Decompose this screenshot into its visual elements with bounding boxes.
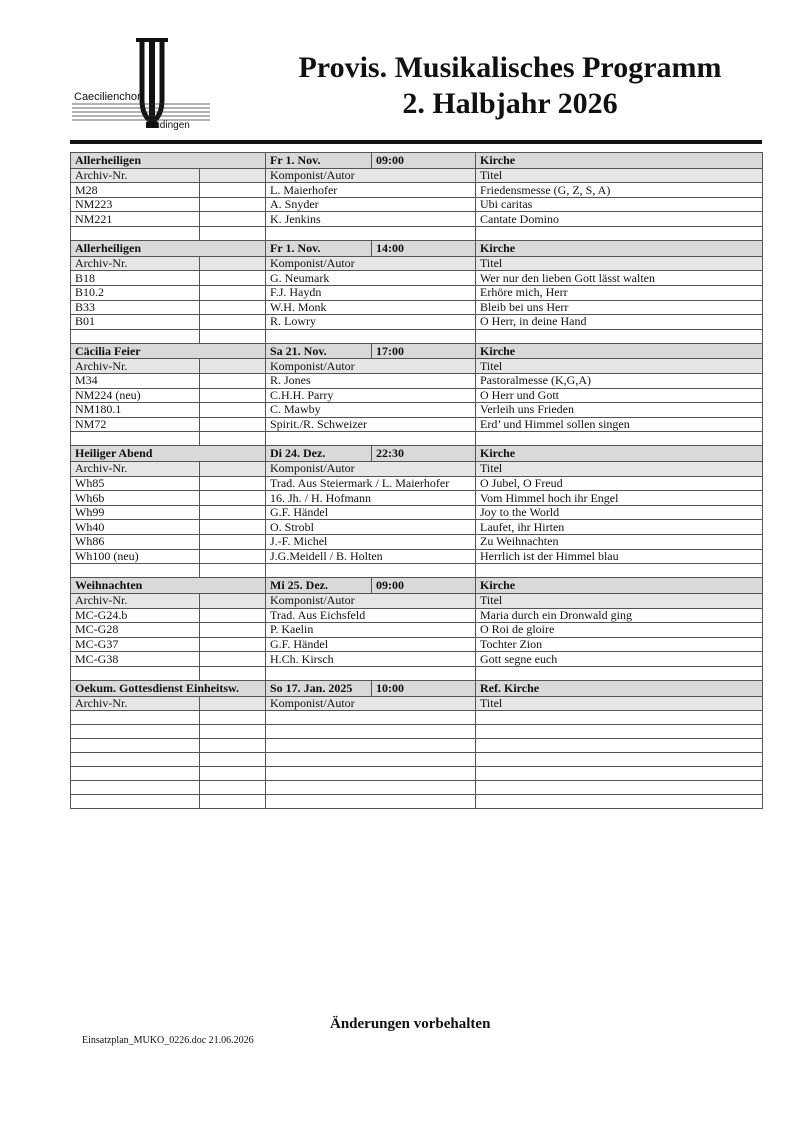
archiv-nr: M34 xyxy=(71,374,200,389)
empty-cell xyxy=(71,753,200,767)
column-header-row xyxy=(71,359,763,374)
empty-cell xyxy=(200,432,266,446)
program-table xyxy=(70,152,763,809)
program-item-row xyxy=(71,637,763,652)
komponist: G.F. Händel xyxy=(266,505,476,520)
program-item-row xyxy=(71,491,763,506)
column-header-row xyxy=(71,593,763,608)
titel: Zu Weihnachten xyxy=(476,535,763,550)
archiv-nr: Wh99 xyxy=(71,505,200,520)
empty-cell xyxy=(200,564,266,578)
event-header-row xyxy=(71,153,763,169)
empty-cell xyxy=(200,227,266,241)
titel: O Herr und Gott xyxy=(476,388,763,403)
empty-cell xyxy=(200,183,266,198)
titel: Bleib bei uns Herr xyxy=(476,300,763,315)
titel: Tochter Zion xyxy=(476,637,763,652)
event-date: Mi 25. Dez. xyxy=(266,578,372,594)
empty-cell xyxy=(200,637,266,652)
empty-cell xyxy=(71,781,200,795)
archiv-nr: Wh40 xyxy=(71,520,200,535)
komponist: R. Lowry xyxy=(266,315,476,330)
titel: Maria durch ein Dronwald ging xyxy=(476,608,763,623)
empty-row xyxy=(71,227,763,241)
event-header-row xyxy=(71,241,763,257)
empty-cell xyxy=(200,315,266,330)
titel-header: Titel xyxy=(476,462,763,477)
empty-cell xyxy=(71,564,200,578)
archiv-nr: NM72 xyxy=(71,417,200,432)
titel: Erhöre mich, Herr xyxy=(476,285,763,300)
titel: Friedensmesse (G, Z, S, A) xyxy=(476,183,763,198)
lyre-logo-icon xyxy=(72,38,217,135)
empty-cell xyxy=(71,432,200,446)
titel: Pastoralmesse (K,G,A) xyxy=(476,374,763,389)
empty-cell xyxy=(266,432,476,446)
komponist: K. Jenkins xyxy=(266,212,476,227)
empty-cell xyxy=(266,666,476,680)
page-title-line1: Provis. Musikalisches Programm xyxy=(298,51,722,84)
event-name: Oekum. Gottesdienst Einheitsw. xyxy=(71,680,266,696)
empty-cell xyxy=(200,491,266,506)
komponist: H.Ch. Kirsch xyxy=(266,652,476,667)
titel: Erd’ und Himmel sollen singen xyxy=(476,417,763,432)
komponist: L. Maierhofer xyxy=(266,183,476,198)
page-title-line2: 2. Halbjahr 2026 xyxy=(402,87,618,120)
program-item-row xyxy=(71,403,763,418)
archiv-nr: B10.2 xyxy=(71,285,200,300)
program-item-row xyxy=(71,388,763,403)
archiv-nr: NM223 xyxy=(71,197,200,212)
empty-cell xyxy=(476,781,763,795)
program-item-row xyxy=(71,652,763,667)
program-item-row xyxy=(71,623,763,638)
event-time: 10:00 xyxy=(372,680,476,696)
titel: O Herr, in deine Hand xyxy=(476,315,763,330)
empty-cell xyxy=(266,781,476,795)
titel-header: Titel xyxy=(476,359,763,374)
empty-cell xyxy=(200,374,266,389)
program-item-row xyxy=(71,549,763,564)
empty-cell xyxy=(200,256,266,271)
empty-row xyxy=(71,795,763,809)
titel: Wer nur den lieben Gott lässt walten xyxy=(476,271,763,286)
empty-cell xyxy=(200,212,266,227)
event-time: 17:00 xyxy=(372,343,476,359)
event-header-row xyxy=(71,446,763,462)
event-time: 14:00 xyxy=(372,241,476,257)
column-header-row xyxy=(71,168,763,183)
empty-cell xyxy=(200,767,266,781)
archiv-nr: Wh85 xyxy=(71,476,200,491)
titel-header: Titel xyxy=(476,593,763,608)
empty-cell xyxy=(71,711,200,725)
event-time: 09:00 xyxy=(372,578,476,594)
archiv-nr: Wh6b xyxy=(71,491,200,506)
archiv-nr: B01 xyxy=(71,315,200,330)
archiv-nr: MC-G38 xyxy=(71,652,200,667)
komponist: C. Mawby xyxy=(266,403,476,418)
archiv-header: Archiv-Nr. xyxy=(71,359,200,374)
event-header-row xyxy=(71,343,763,359)
empty-cell xyxy=(200,197,266,212)
empty-cell xyxy=(71,767,200,781)
empty-cell xyxy=(266,227,476,241)
komponist-header: Komponist/Autor xyxy=(266,256,476,271)
archiv-header: Archiv-Nr. xyxy=(71,256,200,271)
archiv-nr: Wh100 (neu) xyxy=(71,549,200,564)
titel-header: Titel xyxy=(476,256,763,271)
komponist: C.H.H. Parry xyxy=(266,388,476,403)
komponist: G.F. Händel xyxy=(266,637,476,652)
empty-cell xyxy=(476,227,763,241)
program-item-row xyxy=(71,212,763,227)
program-item-row xyxy=(71,183,763,198)
empty-cell xyxy=(200,359,266,374)
event-place: Kirche xyxy=(476,446,763,462)
empty-cell xyxy=(71,795,200,809)
logo-place-name: Düdingen xyxy=(147,120,190,131)
empty-cell xyxy=(200,781,266,795)
komponist-header: Komponist/Autor xyxy=(266,462,476,477)
empty-cell xyxy=(200,666,266,680)
titel-header: Titel xyxy=(476,696,763,711)
empty-cell xyxy=(266,711,476,725)
empty-cell xyxy=(476,795,763,809)
program-item-row xyxy=(71,476,763,491)
komponist: Trad. Aus Eichsfeld xyxy=(266,608,476,623)
archiv-header: Archiv-Nr. xyxy=(71,593,200,608)
empty-cell xyxy=(476,739,763,753)
empty-cell xyxy=(266,725,476,739)
empty-cell xyxy=(200,652,266,667)
empty-cell xyxy=(200,608,266,623)
empty-cell xyxy=(476,564,763,578)
empty-row xyxy=(71,666,763,680)
titel: Verleih uns Frieden xyxy=(476,403,763,418)
changes-reserved-note: Änderungen vorbehalten xyxy=(330,1016,491,1032)
komponist-header: Komponist/Autor xyxy=(266,593,476,608)
event-header-row xyxy=(71,578,763,594)
komponist: Trad. Aus Steiermark / L. Maierhofer xyxy=(266,476,476,491)
empty-cell xyxy=(200,623,266,638)
empty-cell xyxy=(266,329,476,343)
empty-cell xyxy=(200,696,266,711)
program-item-row xyxy=(71,608,763,623)
column-header-row xyxy=(71,696,763,711)
program-item-row xyxy=(71,505,763,520)
empty-cell xyxy=(71,725,200,739)
titel: Vom Himmel hoch ihr Engel xyxy=(476,491,763,506)
event-date: Sa 21. Nov. xyxy=(266,343,372,359)
column-header-row xyxy=(71,462,763,477)
archiv-nr: NM180.1 xyxy=(71,403,200,418)
empty-cell xyxy=(476,711,763,725)
empty-cell xyxy=(266,753,476,767)
choir-logo xyxy=(72,38,217,135)
empty-cell xyxy=(200,285,266,300)
empty-cell xyxy=(200,168,266,183)
titel: O Roi de gloire xyxy=(476,623,763,638)
titel-header: Titel xyxy=(476,168,763,183)
titel: Gott segne euch xyxy=(476,652,763,667)
program-item-row xyxy=(71,271,763,286)
archiv-nr: B18 xyxy=(71,271,200,286)
event-place: Kirche xyxy=(476,578,763,594)
komponist: J.-F. Michel xyxy=(266,535,476,550)
empty-cell xyxy=(200,593,266,608)
archiv-header: Archiv-Nr. xyxy=(71,168,200,183)
program-item-row xyxy=(71,300,763,315)
empty-cell xyxy=(200,711,266,725)
empty-row xyxy=(71,767,763,781)
archiv-header: Archiv-Nr. xyxy=(71,462,200,477)
empty-cell xyxy=(266,564,476,578)
event-date: Di 24. Dez. xyxy=(266,446,372,462)
archiv-nr: MC-G28 xyxy=(71,623,200,638)
empty-cell xyxy=(200,549,266,564)
empty-cell xyxy=(200,388,266,403)
program-item-row xyxy=(71,520,763,535)
archiv-nr: MC-G24.b xyxy=(71,608,200,623)
archiv-nr: NM224 (neu) xyxy=(71,388,200,403)
event-place: Kirche xyxy=(476,153,763,169)
komponist-header: Komponist/Autor xyxy=(266,359,476,374)
empty-row xyxy=(71,753,763,767)
komponist-header: Komponist/Autor xyxy=(266,168,476,183)
empty-cell xyxy=(200,795,266,809)
program-item-row xyxy=(71,285,763,300)
empty-cell xyxy=(200,329,266,343)
program-item-row xyxy=(71,374,763,389)
empty-row xyxy=(71,781,763,795)
event-name: Allerheiligen xyxy=(71,153,266,169)
empty-cell xyxy=(200,725,266,739)
empty-cell xyxy=(476,753,763,767)
komponist: R. Jones xyxy=(266,374,476,389)
event-date: Fr 1. Nov. xyxy=(266,153,372,169)
archiv-nr: NM221 xyxy=(71,212,200,227)
empty-cell xyxy=(200,753,266,767)
empty-cell xyxy=(200,403,266,418)
komponist: 16. Jh. / H. Hofmann xyxy=(266,491,476,506)
program-item-row xyxy=(71,315,763,330)
empty-cell xyxy=(476,767,763,781)
event-time: 22:30 xyxy=(372,446,476,462)
empty-row xyxy=(71,564,763,578)
event-name: Allerheiligen xyxy=(71,241,266,257)
empty-cell xyxy=(71,227,200,241)
komponist: F.J. Haydn xyxy=(266,285,476,300)
empty-cell xyxy=(266,795,476,809)
titel: Cantate Domino xyxy=(476,212,763,227)
logo-choir-name: Caecilienchor xyxy=(74,91,141,103)
event-date: Fr 1. Nov. xyxy=(266,241,372,257)
titel: Laufet, ihr Hirten xyxy=(476,520,763,535)
title-divider xyxy=(70,140,762,144)
empty-cell xyxy=(71,739,200,753)
titel: Herrlich ist der Himmel blau xyxy=(476,549,763,564)
empty-cell xyxy=(200,462,266,477)
empty-row xyxy=(71,711,763,725)
program-item-row xyxy=(71,535,763,550)
event-time: 09:00 xyxy=(372,153,476,169)
empty-cell xyxy=(200,417,266,432)
titel: Joy to the World xyxy=(476,505,763,520)
archiv-nr: MC-G37 xyxy=(71,637,200,652)
komponist: G. Neumark xyxy=(266,271,476,286)
event-place: Kirche xyxy=(476,241,763,257)
archiv-nr: Wh86 xyxy=(71,535,200,550)
program-item-row xyxy=(71,197,763,212)
column-header-row xyxy=(71,256,763,271)
empty-cell xyxy=(200,739,266,753)
event-name: Cäcilia Feier xyxy=(71,343,266,359)
komponist: O. Strobl xyxy=(266,520,476,535)
titel: O Jubel, O Freud xyxy=(476,476,763,491)
archiv-nr: B33 xyxy=(71,300,200,315)
empty-cell xyxy=(266,767,476,781)
empty-cell xyxy=(476,725,763,739)
program-item-row xyxy=(71,417,763,432)
empty-cell xyxy=(476,329,763,343)
empty-row xyxy=(71,739,763,753)
empty-cell xyxy=(200,505,266,520)
empty-cell xyxy=(200,520,266,535)
komponist: Spirit./R. Schweizer xyxy=(266,417,476,432)
empty-cell xyxy=(476,432,763,446)
event-name: Heiliger Abend xyxy=(71,446,266,462)
empty-row xyxy=(71,725,763,739)
archiv-nr: M28 xyxy=(71,183,200,198)
event-place: Ref. Kirche xyxy=(476,680,763,696)
event-date: So 17. Jan. 2025 xyxy=(266,680,372,696)
event-name: Weihnachten xyxy=(71,578,266,594)
komponist: A. Snyder xyxy=(266,197,476,212)
archiv-header: Archiv-Nr. xyxy=(71,696,200,711)
titel: Ubi caritas xyxy=(476,197,763,212)
event-place: Kirche xyxy=(476,343,763,359)
empty-cell xyxy=(476,666,763,680)
empty-cell xyxy=(71,329,200,343)
empty-cell xyxy=(200,476,266,491)
empty-cell xyxy=(71,666,200,680)
empty-row xyxy=(71,329,763,343)
empty-cell xyxy=(266,739,476,753)
empty-cell xyxy=(200,535,266,550)
empty-cell xyxy=(200,271,266,286)
komponist: J.G.Meidell / B. Holten xyxy=(266,549,476,564)
komponist: W.H. Monk xyxy=(266,300,476,315)
empty-row xyxy=(71,432,763,446)
empty-cell xyxy=(200,300,266,315)
komponist: P. Kaelin xyxy=(266,623,476,638)
document-info: Einsatzplan_MUKO_0226.doc 21.06.2026 xyxy=(82,1035,254,1046)
komponist-header: Komponist/Autor xyxy=(266,696,476,711)
event-header-row xyxy=(71,680,763,696)
